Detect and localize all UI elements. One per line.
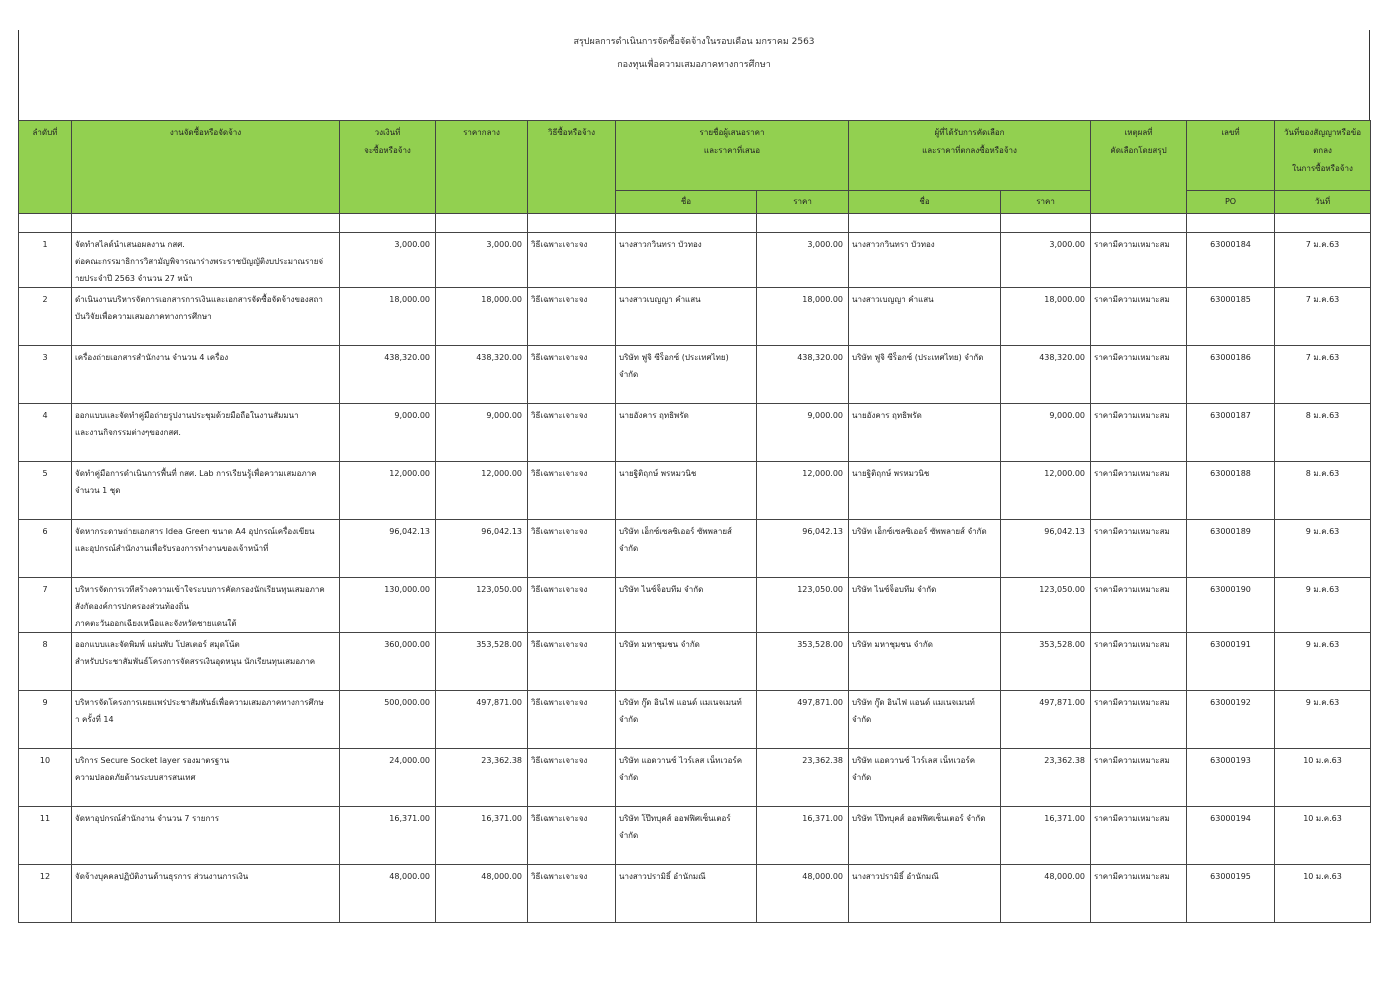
procurement-method: วิธีเฉพาะเจาะจง bbox=[528, 233, 616, 288]
contract-date: 7 ม.ค.63 bbox=[1275, 288, 1371, 346]
document-subtitle: กองทุนเพื่อความเสมอภาคทางการศึกษา bbox=[617, 60, 771, 70]
contract-date: 10 ม.ค.63 bbox=[1275, 865, 1371, 923]
bidder-price: 16,371.00 bbox=[757, 807, 849, 865]
selected-vendor-name bbox=[849, 633, 1001, 691]
budget-amount: 18,000.00 bbox=[340, 288, 436, 346]
col-header-method: วิธีซื้อหรือจ้าง bbox=[528, 121, 616, 214]
row-no: 2 bbox=[19, 288, 72, 346]
work-description-line: จัดจ้างบุคคลปฏิบัติงานด้านธุรการ ส่วนงานการเงิน bbox=[75, 872, 249, 881]
work-description-line: ออกแบบและจัดทำคู่มือถ่ายรูปงานประชุมด้วยมือถือในงานสัมมนา bbox=[75, 411, 299, 420]
work-description-line: บริการ Secure Socket layer รองมาตรฐาน bbox=[75, 756, 230, 765]
po-number: 63000190 bbox=[1187, 578, 1275, 633]
bidder-name-line: บริษัท เอ็กซ์เซลซิเออร์ ซัพพลายส์ bbox=[619, 527, 732, 536]
bidder-name bbox=[616, 346, 757, 404]
selected-vendor-name-line: นางสาวกวินทรา บัวทอง bbox=[852, 240, 935, 249]
po-number: 63000187 bbox=[1187, 404, 1275, 462]
table-row bbox=[19, 346, 1371, 404]
bidder-name-line: บริษัท ฟูจิ ซีร็อกซ์ (ประเทศไทย) bbox=[619, 353, 729, 362]
bidder-name-line: จำกัด bbox=[619, 715, 639, 724]
budget-amount: 3,000.00 bbox=[340, 233, 436, 288]
bidder-price: 18,000.00 bbox=[757, 288, 849, 346]
selected-price: 12,000.00 bbox=[1001, 462, 1091, 520]
work-description bbox=[72, 233, 340, 288]
work-description-line: จำนวน 1 ชุด bbox=[75, 486, 121, 495]
contract-date: 9 ม.ค.63 bbox=[1275, 578, 1371, 633]
subheader-bidder-name: ชื่อ bbox=[616, 191, 757, 214]
col-header-median-price: ราคากลาง bbox=[436, 121, 528, 214]
po-number: 63000185 bbox=[1187, 288, 1275, 346]
selected-price: 16,371.00 bbox=[1001, 807, 1091, 865]
procurement-method: วิธีเฉพาะเจาะจง bbox=[528, 633, 616, 691]
procurement-method: วิธีเฉพาะเจาะจง bbox=[528, 691, 616, 749]
selection-reason: ราคามีความเหมาะสม bbox=[1091, 233, 1187, 288]
table-row bbox=[19, 404, 1371, 462]
row-no: 4 bbox=[19, 404, 72, 462]
procurement-method: วิธีเฉพาะเจาะจง bbox=[528, 462, 616, 520]
bidder-price: 23,362.38 bbox=[757, 749, 849, 807]
contract-date: 8 ม.ค.63 bbox=[1275, 404, 1371, 462]
col-header-bidders: รายชื่อผู้เสนอราคา และราคาที่เสนอ bbox=[616, 121, 849, 191]
budget-amount: 130,000.00 bbox=[340, 578, 436, 633]
bidder-price: 12,000.00 bbox=[757, 462, 849, 520]
po-number: 63000192 bbox=[1187, 691, 1275, 749]
work-description bbox=[72, 691, 340, 749]
selected-vendor-name bbox=[849, 404, 1001, 462]
po-number: 63000193 bbox=[1187, 749, 1275, 807]
selected-price: 353,528.00 bbox=[1001, 633, 1091, 691]
selected-price: 23,362.38 bbox=[1001, 749, 1091, 807]
selected-price: 18,000.00 bbox=[1001, 288, 1091, 346]
median-price: 96,042.13 bbox=[436, 520, 528, 578]
po-number: 63000186 bbox=[1187, 346, 1275, 404]
selection-reason: ราคามีความเหมาะสม bbox=[1091, 462, 1187, 520]
work-description bbox=[72, 404, 340, 462]
work-description bbox=[72, 807, 340, 865]
row-no: 9 bbox=[19, 691, 72, 749]
subheader-selected-name: ชื่อ bbox=[849, 191, 1001, 214]
budget-amount: 96,042.13 bbox=[340, 520, 436, 578]
contract-date: 10 ม.ค.63 bbox=[1275, 749, 1371, 807]
selected-vendor-name bbox=[849, 807, 1001, 865]
row-no: 1 bbox=[19, 233, 72, 288]
procurement-method: วิธีเฉพาะเจาะจง bbox=[528, 520, 616, 578]
contract-date: 9 ม.ค.63 bbox=[1275, 691, 1371, 749]
selected-vendor-name-line: บริษัท แอดวานซ์ ไวร์เลส เน็ทเวอร์ค bbox=[852, 756, 976, 765]
bidder-name-line: บริษัท มหาชุมชน จำกัด bbox=[619, 640, 700, 649]
selection-reason: ราคามีความเหมาะสม bbox=[1091, 749, 1187, 807]
row-no: 5 bbox=[19, 462, 72, 520]
bidder-name-line: จำกัด bbox=[619, 831, 639, 840]
procurement-method: วิธีเฉพาะเจาะจง bbox=[528, 346, 616, 404]
budget-amount: 12,000.00 bbox=[340, 462, 436, 520]
bidder-price: 48,000.00 bbox=[757, 865, 849, 923]
work-description-line: จัดหาอุปกรณ์สำนักงาน จำนวน 7 รายการ bbox=[75, 814, 220, 823]
subheader-po: PO bbox=[1187, 191, 1275, 214]
selected-vendor-name bbox=[849, 288, 1001, 346]
selected-vendor-name bbox=[849, 749, 1001, 807]
table-row bbox=[19, 807, 1371, 865]
bidder-name bbox=[616, 404, 757, 462]
row-no: 7 bbox=[19, 578, 72, 633]
po-number: 63000191 bbox=[1187, 633, 1275, 691]
selected-vendor-name-line: บริษัท มหาชุมชน จำกัด bbox=[852, 640, 933, 649]
work-description-line: จัดทำสไลด์นำเสนอผลงาน กสศ. bbox=[75, 240, 185, 249]
work-description-line: บริหารจัดโครงการเผยแพร่ประชาสัมพันธ์เพื่อความเสมอภาคทางการศึกษ bbox=[75, 698, 324, 707]
procurement-method: วิธีเฉพาะเจาะจง bbox=[528, 807, 616, 865]
bidder-name bbox=[616, 691, 757, 749]
procurement-method: วิธีเฉพาะเจาะจง bbox=[528, 578, 616, 633]
table-row bbox=[19, 520, 1371, 578]
col-header-contract-date: วันที่ของสัญญาหรือข้อตกลง ในการซื้อหรือจ้าง bbox=[1275, 121, 1371, 191]
selected-vendor-name-line: บริษัท โป๊ทบุคส์ ออฟฟิศเซ็นเตอร์ จำกัด bbox=[852, 814, 986, 823]
contract-date: 8 ม.ค.63 bbox=[1275, 462, 1371, 520]
col-header-budget: วงเงินที่ จะซื้อหรือจ้าง bbox=[340, 121, 436, 214]
selected-price: 3,000.00 bbox=[1001, 233, 1091, 288]
row-no: 8 bbox=[19, 633, 72, 691]
contract-date: 7 ม.ค.63 bbox=[1275, 233, 1371, 288]
subheader-selected-price: ราคา bbox=[1001, 191, 1091, 214]
selected-vendor-name-line: บริษัท ไนซ์จ็อบทีม จำกัด bbox=[852, 585, 937, 594]
work-description bbox=[72, 865, 340, 923]
procurement-table bbox=[18, 120, 1371, 923]
bidder-price: 438,320.00 bbox=[757, 346, 849, 404]
selection-reason: ราคามีความเหมาะสม bbox=[1091, 807, 1187, 865]
table-row bbox=[19, 633, 1371, 691]
contract-date: 9 ม.ค.63 bbox=[1275, 633, 1371, 691]
selection-reason: ราคามีความเหมาะสม bbox=[1091, 404, 1187, 462]
bidder-name bbox=[616, 749, 757, 807]
selected-price: 48,000.00 bbox=[1001, 865, 1091, 923]
row-no: 10 bbox=[19, 749, 72, 807]
work-description-line: จัดหากระดาษถ่ายเอกสาร Idea Green ขนาด A4 อุปกรณ์เครื่องเขียน bbox=[75, 527, 315, 536]
document-title: สรุปผลการดำเนินการจัดซื้อจัดจ้างในรอบเดือน มกราคม 2563 bbox=[573, 37, 815, 47]
selection-reason: ราคามีความเหมาะสม bbox=[1091, 288, 1187, 346]
work-description-line: บันวิจัยเพื่อความเสมอภาคทางการศึกษา bbox=[75, 312, 212, 321]
work-description-line: และอุปกรณ์สำนักงานเพื่อรับรองการทำงานของเจ้าหน้าที่ bbox=[75, 544, 269, 553]
selected-vendor-name-line: นางสาวเบญญา คำแสน bbox=[852, 295, 934, 304]
contract-date: 7 ม.ค.63 bbox=[1275, 346, 1371, 404]
selected-vendor-name-line: บริษัท กู๊ด อินไฟ แอนด์ แมเนจเมนท์ bbox=[852, 698, 975, 707]
selected-vendor-name bbox=[849, 346, 1001, 404]
bidder-name bbox=[616, 288, 757, 346]
selected-vendor-name-line: จำกัด bbox=[852, 715, 872, 724]
bidder-name bbox=[616, 520, 757, 578]
row-no: 6 bbox=[19, 520, 72, 578]
selected-vendor-name bbox=[849, 691, 1001, 749]
median-price: 438,320.00 bbox=[436, 346, 528, 404]
bidder-price: 96,042.13 bbox=[757, 520, 849, 578]
median-price: 18,000.00 bbox=[436, 288, 528, 346]
bidder-name bbox=[616, 865, 757, 923]
bidder-price: 123,050.00 bbox=[757, 578, 849, 633]
bidder-name-line: จำกัด bbox=[619, 773, 639, 782]
col-header-selected: ผู้ที่ได้รับการคัดเลือก และราคาที่ตกลงซื้อหรือจ้าง bbox=[849, 121, 1091, 191]
bidder-name-line: จำกัด bbox=[619, 544, 639, 553]
bidder-name-line: บริษัท กู๊ด อินไฟ แอนด์ แมเนจเมนท์ bbox=[619, 698, 742, 707]
selection-reason: ราคามีความเหมาะสม bbox=[1091, 520, 1187, 578]
budget-amount: 360,000.00 bbox=[340, 633, 436, 691]
selection-reason: ราคามีความเหมาะสม bbox=[1091, 691, 1187, 749]
median-price: 497,871.00 bbox=[436, 691, 528, 749]
median-price: 12,000.00 bbox=[436, 462, 528, 520]
row-no: 12 bbox=[19, 865, 72, 923]
work-description bbox=[72, 749, 340, 807]
bidder-price: 497,871.00 bbox=[757, 691, 849, 749]
selected-vendor-name-line: นางสาวปรามิธิ์ อำนักมณี bbox=[852, 872, 939, 881]
selected-price: 96,042.13 bbox=[1001, 520, 1091, 578]
bidder-price: 3,000.00 bbox=[757, 233, 849, 288]
subheader-date: วันที่ bbox=[1275, 191, 1371, 214]
median-price: 123,050.00 bbox=[436, 578, 528, 633]
row-no: 3 bbox=[19, 346, 72, 404]
selected-price: 438,320.00 bbox=[1001, 346, 1091, 404]
po-number: 63000195 bbox=[1187, 865, 1275, 923]
procurement-method: วิธีเฉพาะเจาะจง bbox=[528, 749, 616, 807]
work-description bbox=[72, 346, 340, 404]
row-no: 11 bbox=[19, 807, 72, 865]
procurement-method: วิธีเฉพาะเจาะจง bbox=[528, 865, 616, 923]
bidder-name bbox=[616, 462, 757, 520]
col-header-reason: เหตุผลที่ คัดเลือกโดยสรุป bbox=[1091, 121, 1187, 214]
selection-reason: ราคามีความเหมาะสม bbox=[1091, 578, 1187, 633]
median-price: 353,528.00 bbox=[436, 633, 528, 691]
work-description-line: ออกแบบและจัดพิมพ์ แผ่นพับ โปสเตอร์ สมุดโน้ต bbox=[75, 640, 240, 649]
work-description-line: ภาคตะวันออกเฉียงเหนือและจังหวัดชายแดนใต้ bbox=[75, 619, 237, 628]
selected-vendor-name-line: นายฐิติฤกษ์ พรหมวนิช bbox=[852, 469, 930, 478]
bidder-name bbox=[616, 633, 757, 691]
work-description-line: ความปลอดภัยด้านระบบสารสนเทศ bbox=[75, 773, 196, 782]
budget-amount: 24,000.00 bbox=[340, 749, 436, 807]
selected-vendor-name bbox=[849, 233, 1001, 288]
po-number: 63000194 bbox=[1187, 807, 1275, 865]
selected-vendor-name bbox=[849, 578, 1001, 633]
budget-amount: 16,371.00 bbox=[340, 807, 436, 865]
work-description-line: เครื่องถ่ายเอกสารสำนักงาน จำนวน 4 เครื่อง bbox=[75, 353, 229, 362]
col-header-no: ลำดับที่ bbox=[19, 121, 72, 214]
bidder-name bbox=[616, 807, 757, 865]
selected-vendor-name-line: นายอังคาร ฤทธิพรัด bbox=[852, 411, 922, 420]
work-description-line: ดำเนินงานบริหารจัดการเอกสารการเงินและเอกสารจัดซื้อจัดจ้างของสถา bbox=[75, 295, 323, 304]
bidder-name bbox=[616, 578, 757, 633]
work-description bbox=[72, 578, 340, 633]
bidder-name-line: บริษัท ไนซ์จ็อบทีม จำกัด bbox=[619, 585, 704, 594]
work-description-line: ต่อคณะกรรมาธิการวิสามัญพิจารณาร่างพระราชบัญญัติงบประมาณรายจ่ bbox=[75, 257, 324, 266]
work-description-line: บริหารจัดการเวทีสร้างความเข้าใจระบบการคัดกรองนักเรียนทุนเสมอภาค bbox=[75, 585, 325, 594]
work-description-line: และงานกิจกรรมต่างๆของกสศ. bbox=[75, 428, 181, 437]
work-description bbox=[72, 288, 340, 346]
col-header-work: งานจัดซื้อหรือจัดจ้าง bbox=[72, 121, 340, 214]
col-header-doc-no: เลขที่ bbox=[1187, 121, 1275, 191]
spacer-row bbox=[19, 214, 1371, 233]
table-row bbox=[19, 233, 1371, 288]
selection-reason: ราคามีความเหมาะสม bbox=[1091, 865, 1187, 923]
work-description-line: สังกัดองค์การปกครองส่วนท้องถิ่น bbox=[75, 602, 189, 611]
bidder-name-line: นางสาวกวินทรา บัวทอง bbox=[619, 240, 702, 249]
table-row bbox=[19, 462, 1371, 520]
table-row bbox=[19, 865, 1371, 923]
bidder-name-line: นางสาวปรามิธิ์ อำนักมณี bbox=[619, 872, 706, 881]
selection-reason: ราคามีความเหมาะสม bbox=[1091, 633, 1187, 691]
selected-vendor-name bbox=[849, 462, 1001, 520]
bidder-name-line: นายอังคาร ฤทธิพรัด bbox=[619, 411, 689, 420]
procurement-method: วิธีเฉพาะเจาะจง bbox=[528, 288, 616, 346]
table-body bbox=[19, 214, 1371, 923]
bidder-name-line: บริษัท โป๊ทบุคส์ ออฟฟิศเซ็นเตอร์ bbox=[619, 814, 731, 823]
work-description-line: จัดทำคู่มือการดำเนินการพื้นที่ กสศ. Lab การเรียนรู้เพื่อความเสมอภาค bbox=[75, 469, 317, 478]
work-description-line: า ครั้งที่ 14 bbox=[75, 715, 114, 724]
selected-vendor-name-line: บริษัท เอ็กซ์เซลซิเออร์ ซัพพลายส์ จำกัด bbox=[852, 527, 987, 536]
work-description bbox=[72, 462, 340, 520]
bidder-price: 9,000.00 bbox=[757, 404, 849, 462]
selection-reason: ราคามีความเหมาะสม bbox=[1091, 346, 1187, 404]
subheader-bidder-price: ราคา bbox=[757, 191, 849, 214]
po-number: 63000188 bbox=[1187, 462, 1275, 520]
procurement-method: วิธีเฉพาะเจาะจง bbox=[528, 404, 616, 462]
bidder-name-line: บริษัท แอดวานซ์ ไวร์เลส เน็ทเวอร์ค bbox=[619, 756, 743, 765]
selected-price: 123,050.00 bbox=[1001, 578, 1091, 633]
median-price: 16,371.00 bbox=[436, 807, 528, 865]
bidder-name bbox=[616, 233, 757, 288]
work-description bbox=[72, 520, 340, 578]
selected-vendor-name bbox=[849, 520, 1001, 578]
selected-price: 9,000.00 bbox=[1001, 404, 1091, 462]
budget-amount: 500,000.00 bbox=[340, 691, 436, 749]
work-description-line: สำหรับประชาสัมพันธ์โครงการจัดสรรเงินอุดหนุน นักเรียนทุนเสมอภาค bbox=[75, 657, 316, 666]
po-number: 63000189 bbox=[1187, 520, 1275, 578]
bidder-name-line: จำกัด bbox=[619, 370, 639, 379]
work-description bbox=[72, 633, 340, 691]
median-price: 23,362.38 bbox=[436, 749, 528, 807]
bidder-name-line: นายฐิติฤกษ์ พรหมวนิช bbox=[619, 469, 697, 478]
table-row bbox=[19, 691, 1371, 749]
selected-vendor-name-line: บริษัท ฟูจิ ซีร็อกซ์ (ประเทศไทย) จำกัด bbox=[852, 353, 984, 362]
table-row bbox=[19, 288, 1371, 346]
po-number: 63000184 bbox=[1187, 233, 1275, 288]
bidder-price: 353,528.00 bbox=[757, 633, 849, 691]
selected-vendor-name-line: จำกัด bbox=[852, 773, 872, 782]
median-price: 9,000.00 bbox=[436, 404, 528, 462]
selected-vendor-name bbox=[849, 865, 1001, 923]
budget-amount: 48,000.00 bbox=[340, 865, 436, 923]
table-row bbox=[19, 749, 1371, 807]
budget-amount: 9,000.00 bbox=[340, 404, 436, 462]
selected-price: 497,871.00 bbox=[1001, 691, 1091, 749]
bidder-name-line: นางสาวเบญญา คำแสน bbox=[619, 295, 701, 304]
table-row bbox=[19, 578, 1371, 633]
contract-date: 10 ม.ค.63 bbox=[1275, 807, 1371, 865]
median-price: 3,000.00 bbox=[436, 233, 528, 288]
work-description-line: ายประจำปี 2563 จำนวน 27 หน้า bbox=[75, 274, 193, 283]
median-price: 48,000.00 bbox=[436, 865, 528, 923]
budget-amount: 438,320.00 bbox=[340, 346, 436, 404]
contract-date: 9 ม.ค.63 bbox=[1275, 520, 1371, 578]
